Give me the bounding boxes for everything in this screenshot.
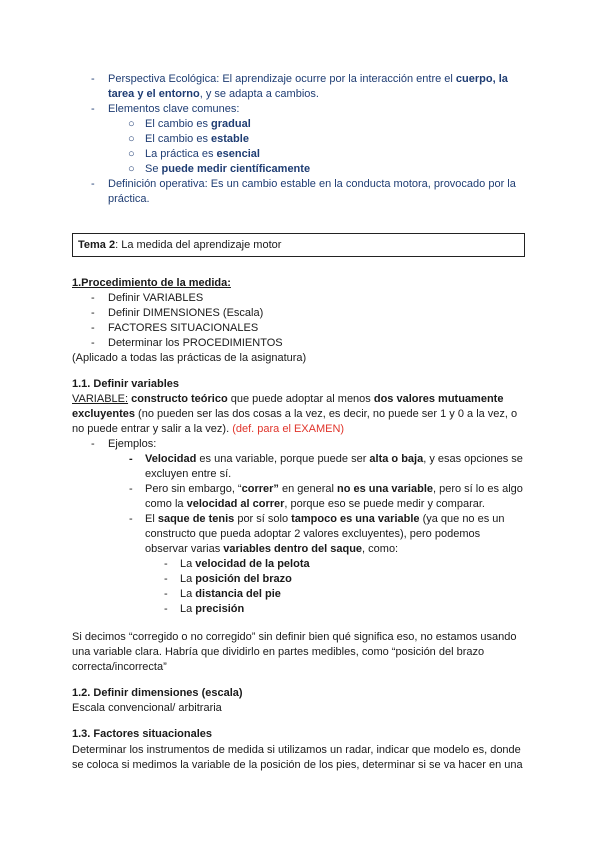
section-1-heading: 1.Procedimiento de la medida: xyxy=(72,277,231,289)
dash-bullet: - xyxy=(91,322,95,334)
section-1-3-line-1: Determinar los instrumentos de medida si utilizamos un radar, indicar que modelo es, donde xyxy=(72,744,521,756)
dash-bullet: - xyxy=(91,178,95,190)
sub-item: Se puede medir científicamente xyxy=(145,163,311,175)
dash-bullet: - xyxy=(91,73,95,85)
dash-bullet: - xyxy=(164,558,168,570)
paragraph-line-2: una variable clara. Habría que dividirlo en partes medibles, como “posición del brazo xyxy=(72,646,485,658)
variable-definition-line-1: VARIABLE: constructo teórico que puede adoptar al menos dos valores mutuamente xyxy=(72,393,504,405)
dash-bullet: - xyxy=(91,337,95,349)
sub-item: La práctica es esencial xyxy=(145,148,260,160)
tema-box xyxy=(72,233,525,257)
section-1-3-heading: 1.3. Factores situacionales xyxy=(72,728,213,740)
paragraph-line-3: correcta/incorrecta” xyxy=(72,661,167,673)
section-1-2-heading: 1.2. Definir dimensiones (escala) xyxy=(72,687,243,699)
procedure-note: (Aplicado a todas las prácticas de la asignatura) xyxy=(72,352,307,364)
example-3-line-1: El saque de tenis por sí solo tampoco es una variable (ya que no es un xyxy=(145,513,505,525)
definicion-line-2: práctica. xyxy=(108,193,150,205)
circle-bullet: ○ xyxy=(128,148,135,160)
sub-variable: La precisión xyxy=(180,603,245,615)
sub-item: El cambio es estable xyxy=(145,133,249,145)
sub-variable: La velocidad de la pelota xyxy=(180,558,310,570)
dash-bullet: - xyxy=(91,307,95,319)
dash-bullet: - xyxy=(164,573,168,585)
example-2-line-2: como la velocidad al correr, porque eso se puede medir y comparar. xyxy=(145,498,485,510)
perspectiva-line-2: tarea y el entorno, y se adapta a cambios. xyxy=(108,88,319,100)
definicion-line-1: Definición operativa: Es un cambio estable en la conducta motora, provocado por la xyxy=(108,178,516,190)
dash-bullet: - xyxy=(91,103,95,115)
sub-item: El cambio es gradual xyxy=(145,118,251,130)
tema-title: Tema 2: La medida del aprendizaje motor xyxy=(78,239,282,251)
paragraph-line-1: Si decimos “corregido o no corregido” sin definir bien qué significa eso, no estamos usando xyxy=(72,631,517,643)
circle-bullet: ○ xyxy=(128,118,135,130)
section-1-2-text: Escala convencional/ arbitraria xyxy=(72,702,222,714)
sub-variable: La distancia del pie xyxy=(180,588,281,600)
procedure-item: FACTORES SITUACIONALES xyxy=(108,322,259,334)
perspectiva-line-1: Perspectiva Ecológica: El aprendizaje ocurre por la interacción entre el cuerpo, la xyxy=(108,73,508,85)
example-2-line-1: Pero sin embargo, “correr” en general no es una variable, pero sí lo es algo xyxy=(145,483,523,495)
dash-bullet: - xyxy=(129,483,133,495)
procedure-item: Definir DIMENSIONES (Escala) xyxy=(108,307,264,319)
example-1-line-2: excluyen entre sí. xyxy=(145,468,232,480)
dash-bullet: - xyxy=(129,513,133,525)
procedure-item: Determinar los PROCEDIMIENTOS xyxy=(108,337,283,349)
example-1-line-1: Velocidad es una variable, porque puede ser alta o baja, y esas opciones se xyxy=(145,453,523,465)
dash-bullet: - xyxy=(164,588,168,600)
elementos-clave: Elementos clave comunes: xyxy=(108,103,240,115)
section-1-1-heading: 1.1. Definir variables xyxy=(72,378,179,390)
example-3-line-3: observar varias variables dentro del saque, como: xyxy=(145,543,399,555)
sub-variable: La posición del brazo xyxy=(180,573,292,585)
circle-bullet: ○ xyxy=(128,163,135,175)
ejemplos-label: Ejemplos: xyxy=(108,438,157,450)
procedure-item: Definir VARIABLES xyxy=(108,292,204,304)
dash-bullet: - xyxy=(129,453,133,465)
example-3-line-2: constructo que pueda adoptar 2 valores excluyentes), pero podemos xyxy=(145,528,481,540)
variable-definition-line-2: excluyentes (no pueden ser las dos cosas a la vez, es decir, no puede ser 1 y 0 a la vez, o xyxy=(72,408,518,420)
variable-definition-line-3: no puede entrar y salir a la vez). (def. para el EXAMEN) xyxy=(72,423,345,435)
dash-bullet: - xyxy=(91,438,95,450)
dash-bullet: - xyxy=(91,292,95,304)
section-1-3-line-2: se coloca si medimos la variable de la posición de los pies, determinar si se va hacer en una xyxy=(72,759,523,771)
circle-bullet: ○ xyxy=(128,133,135,145)
dash-bullet: - xyxy=(164,603,168,615)
